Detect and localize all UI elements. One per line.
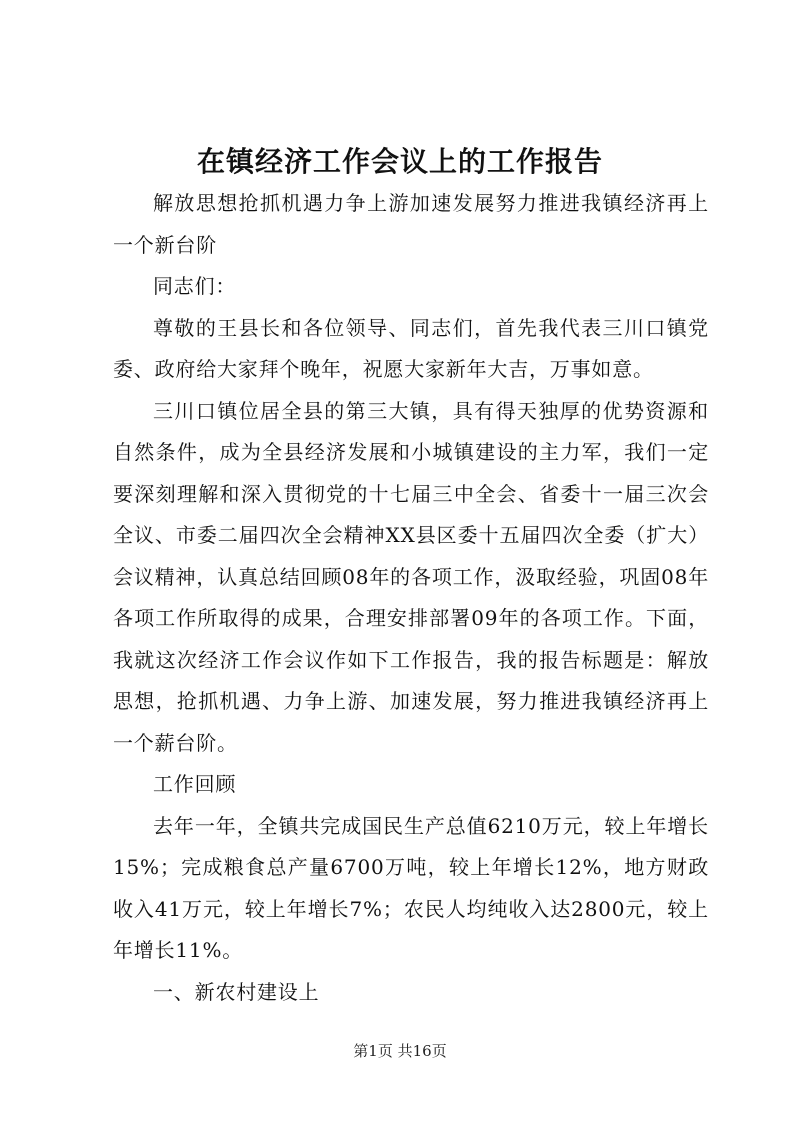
page-number-footer: 第1页 共16页 (353, 1042, 447, 1060)
document-body (113, 183, 709, 1013)
paragraph-subtitle: 解放思想抢抓机遇力争上游加速发展努力推进我镇经济再上一个新台阶 (113, 191, 709, 257)
paragraph-greeting: 尊敬的王县长和各位领导、同志们，首先我代表三川口镇党委、政府给大家拜个晚年，祝愿大家新年大吉，万事如意。 (113, 315, 709, 381)
paragraph-introduction: 三川口镇位居全县的第三大镇，具有得天独厚的优势资源和自然条件，成为全县经济发展和小城镇建设的主力军，我们一定要深刻理解和深入贯彻党的十七届三中全会、省委十一届三次会全议、市委二届四次全会精神XX县区委十五届四次全委（扩大）会议精神，认真总结回顾08年的各项工作，汲取经验，巩固08年各项工作所取得的成果，合理安排部署09年的各项工作。下面，我就这次经济工作会议作如下工作报告，我的报告标题是：解放思想，抢抓机遇、力争上游、加速发展，努力推进我镇经济再上一个薪台阶。 (113, 398, 709, 755)
document-title: 在镇经济工作会议上的工作报告 (196, 145, 603, 178)
paragraph-statistics: 去年一年，全镇共完成国民生产总值6210万元，较上年增长15%；完成粮食总产量6700万吨，较上年增长12%，地方财政收入41万元，较上年增长7%；农民人均纯收入达2800元，较上年增长11%。 (113, 813, 709, 962)
paragraph-section-heading: 工作回顾 (153, 772, 237, 796)
paragraph-salutation: 同志们： (153, 274, 237, 298)
paragraph-subsection-heading: 一、新农村建设上 (153, 979, 320, 1004)
